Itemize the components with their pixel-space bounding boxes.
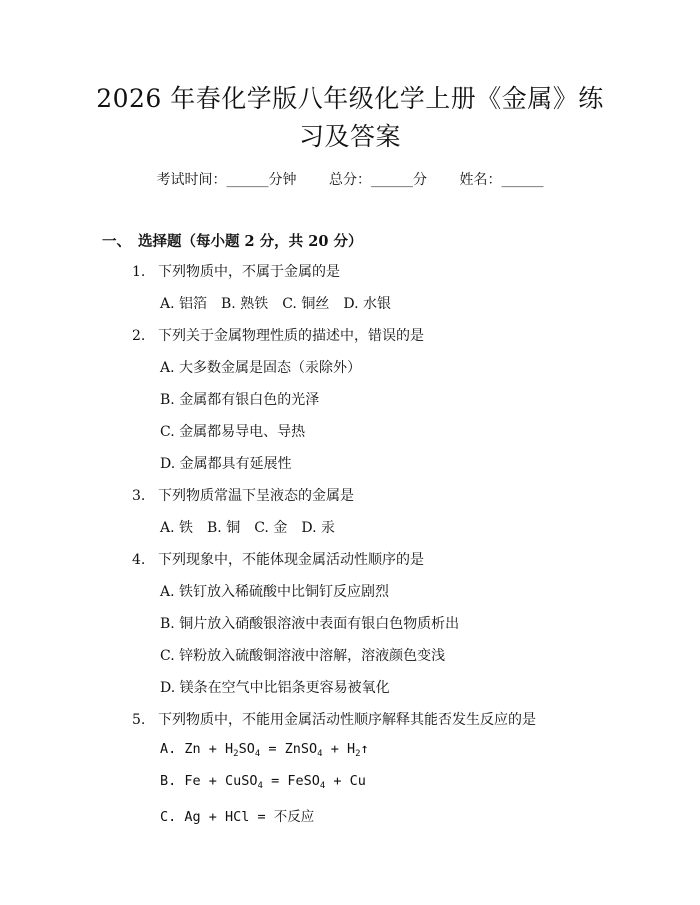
section-number: 一、 xyxy=(102,233,131,250)
subscript: 4 xyxy=(317,749,323,759)
question-5 xyxy=(132,709,536,729)
equation-part: + H xyxy=(322,741,356,757)
equation-part: A. Zn + H xyxy=(160,741,234,757)
question-4-option-b: B. 铜片放入硝酸银溶液中表面有银白色物质析出 xyxy=(160,616,460,632)
option-b: B. 铜 xyxy=(207,520,241,536)
question-1-options xyxy=(160,293,391,313)
exam-time-field: 考试时间：______分钟 xyxy=(156,172,297,188)
question-4 xyxy=(132,549,424,569)
equation-part: = FeSO xyxy=(262,773,320,789)
equation-part: + Cu xyxy=(325,773,366,789)
subscript: 2 xyxy=(355,749,361,759)
question-5-option-b xyxy=(160,773,366,789)
question-4-option-c: C. 锌粉放入硫酸铜溶液中溶解，溶液颜色变浅 xyxy=(160,648,446,664)
subscript: 2 xyxy=(233,749,239,759)
question-4-option-d: D. 镁条在空气中比铝条更容易被氧化 xyxy=(160,680,390,696)
subscript: 4 xyxy=(319,781,326,791)
gas-arrow-icon: ↑ xyxy=(360,741,369,757)
subscript: 4 xyxy=(257,781,263,791)
question-2-option-c: C. 金属都易导电、导热 xyxy=(160,424,306,440)
question-3-options xyxy=(160,517,335,537)
option-b: B. 熟铁 xyxy=(221,296,269,312)
question-4-option-a: A. 铁钉放入稀硫酸中比铜钉反应剧烈 xyxy=(160,584,390,600)
question-2-option-b: B. 金属都有银白色的光泽 xyxy=(160,392,320,408)
name-field: 姓名：______ xyxy=(459,172,544,188)
option-c: C. 铜丝 xyxy=(282,296,330,312)
section-title: 选择题（每小题 2 分，共 20 分） xyxy=(138,233,363,250)
question-2 xyxy=(132,325,424,345)
document-title xyxy=(70,80,630,156)
question-5-option-a xyxy=(160,741,369,757)
equation-part: = ZnSO xyxy=(260,741,318,757)
question-number: 3. xyxy=(132,488,146,504)
title-line-1: 2026 年春化学版八年级化学上册《金属》练 xyxy=(96,84,604,113)
option-a: A. 铝箔 xyxy=(160,296,208,312)
total-score-field: 总分：______分 xyxy=(329,172,427,188)
question-2-option-a: A. 大多数金属是固态（汞除外） xyxy=(160,360,362,376)
option-a: A. 铁 xyxy=(160,520,194,536)
question-number: 2. xyxy=(132,328,146,344)
option-d: D. 汞 xyxy=(301,520,335,536)
option-d: D. 水银 xyxy=(343,296,391,312)
question-text: 下列现象中，不能体现金属活动性顺序的是 xyxy=(158,552,424,568)
question-number: 4. xyxy=(132,552,146,568)
section-heading xyxy=(102,230,362,251)
question-text: 下列物质常温下呈液态的金属是 xyxy=(158,488,354,504)
question-1 xyxy=(132,261,340,281)
title-line-2: 习及答案 xyxy=(298,122,401,151)
question-5-option-c: C. Ag + HCl = 不反应 xyxy=(160,809,315,825)
question-text: 下列物质中，不能用金属活动性顺序解释其能否发生反应的是 xyxy=(158,712,536,728)
question-number: 1. xyxy=(132,264,146,280)
question-2-option-d: D. 金属都具有延展性 xyxy=(160,456,292,472)
exam-info-row xyxy=(0,169,700,189)
question-number: 5. xyxy=(132,712,146,728)
equation-part: SO xyxy=(238,741,255,757)
question-3 xyxy=(132,485,354,505)
question-text: 下列物质中，不属于金属的是 xyxy=(158,264,340,280)
option-c: C. 金 xyxy=(254,520,288,536)
equation-part: B. Fe + CuSO xyxy=(160,773,258,789)
question-text: 下列关于金属物理性质的描述中，错误的是 xyxy=(158,328,424,344)
subscript: 4 xyxy=(254,749,261,759)
